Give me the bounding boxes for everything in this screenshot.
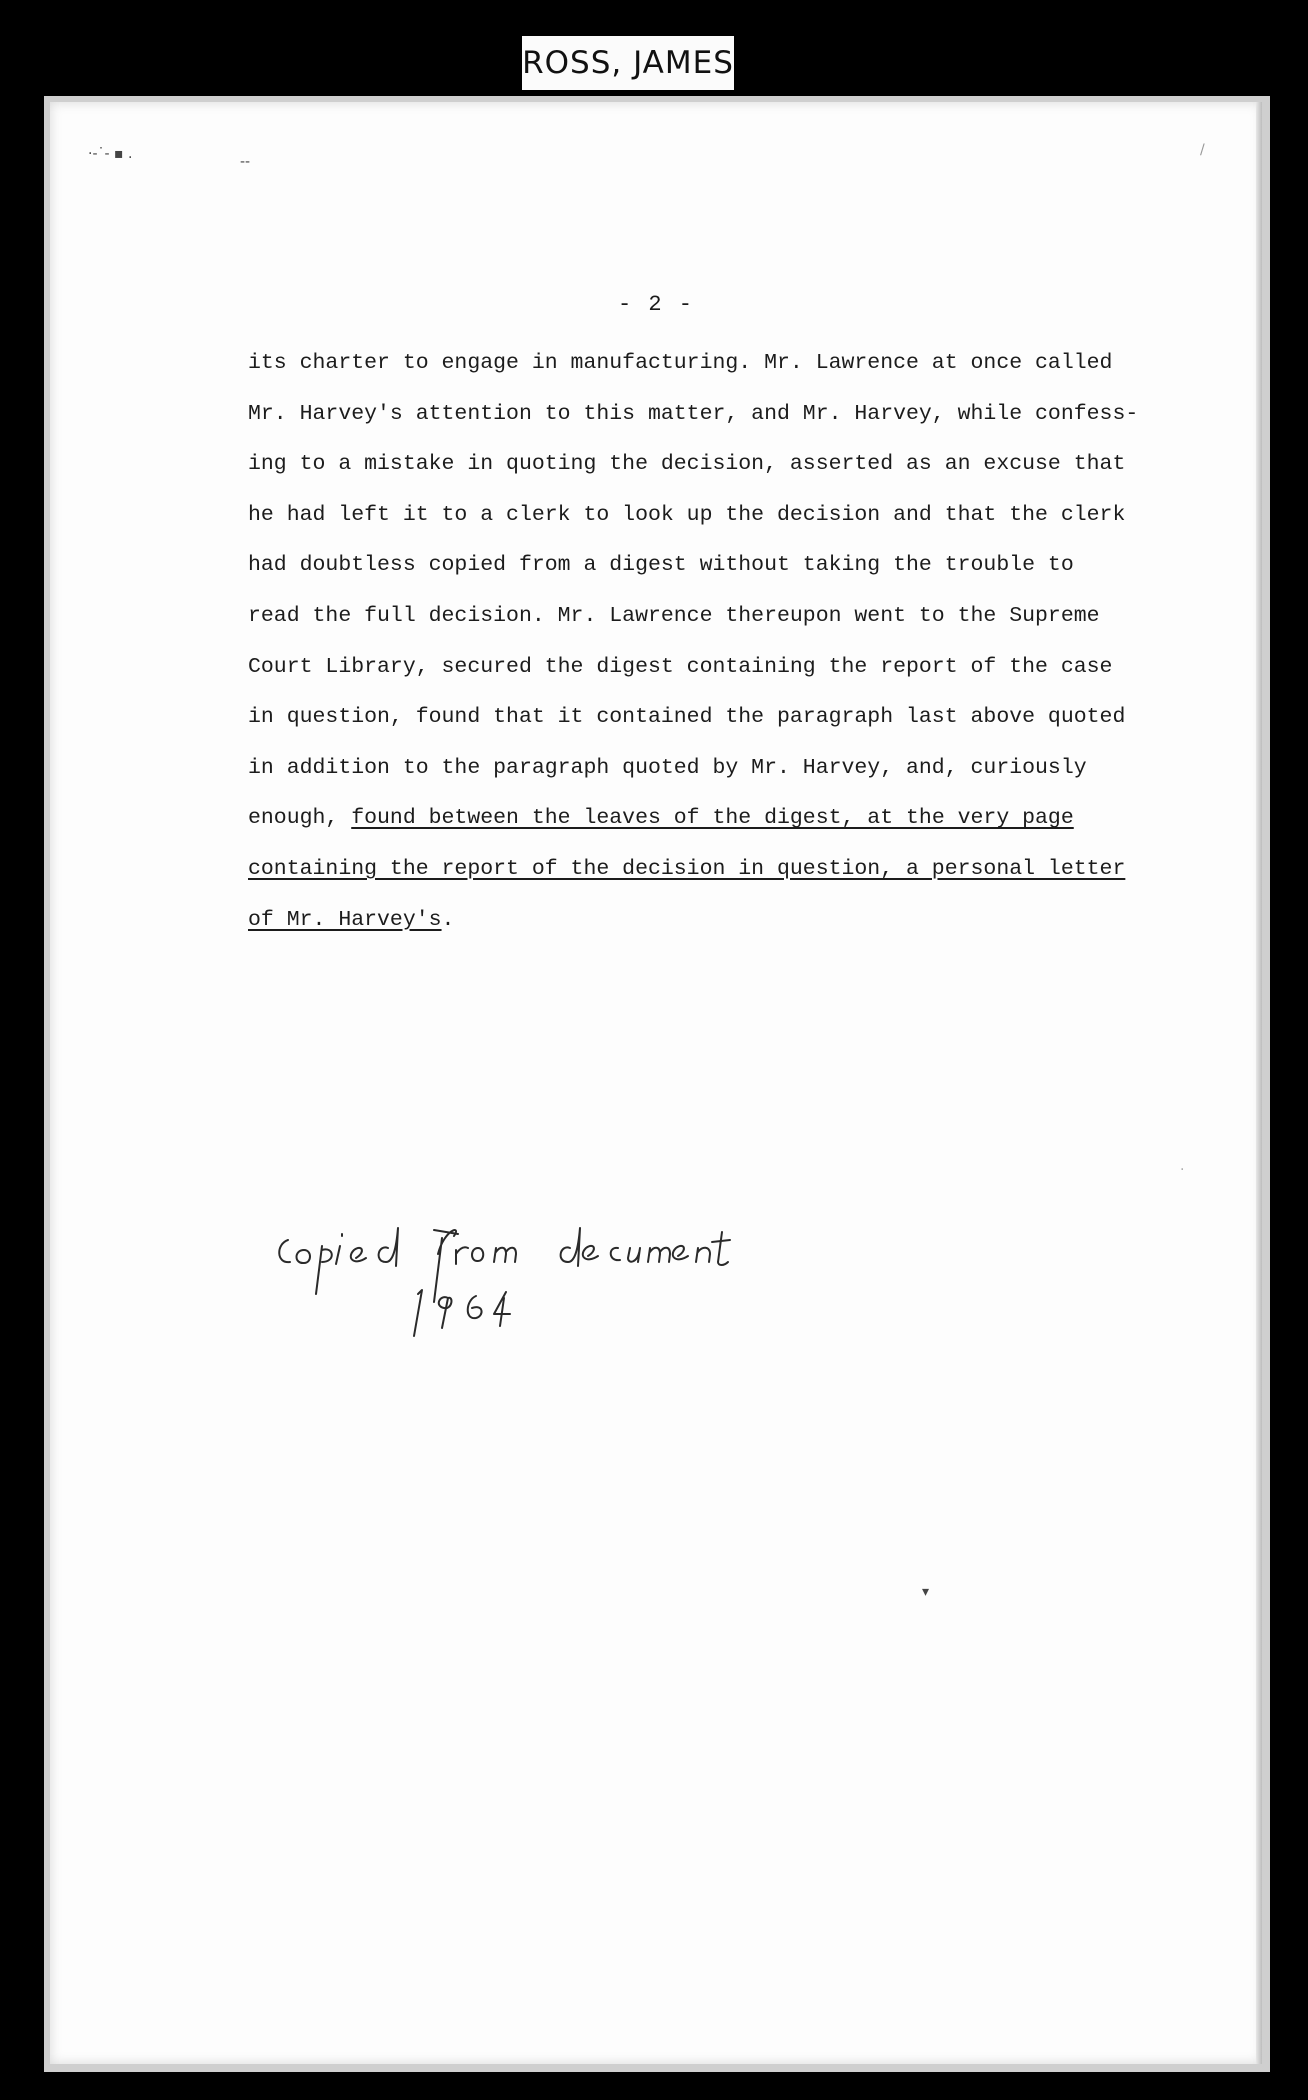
underlined-text: of Mr. Harvey's [248,907,442,932]
paragraph-line: in addition to the paragraph quoted by Mr. Harvey, and, curiously [248,755,1087,780]
scan-speck: ·-˙- ▪ . [88,146,133,162]
paragraph-line: read the full decision. Mr. Lawrence thereupon went to the Supreme [248,603,1100,628]
annotation-year: 1964 [270,1359,273,1360]
paragraph-line: had doubtless copied from a digest without taking the trouble to [248,553,1074,578]
underlined-text: found between the leaves of the digest, at the very page [351,806,1074,831]
scan-speck: -- [240,154,251,170]
handwritten-annotation [270,1210,770,1360]
paragraph-line: Court Library, secured the digest containing the report of the case [248,654,1113,679]
scan-speck: / [1200,142,1205,158]
paragraph-line: ing to a mistake in quoting the decision, asserted as an excuse that [248,452,1126,477]
paragraph-line: he had left it to a clerk to look up the decision and that the clerk [248,502,1126,527]
paragraph-line: Mr. Harvey's attention to this matter, and Mr. Harvey, while confess- [248,401,1139,426]
paragraph-line: in question, found that it contained the paragraph last above quoted [248,705,1126,730]
page-edge [1256,102,1262,2064]
scan-speck: · [1180,1162,1185,1178]
paragraph-line [248,793,1168,844]
underlined-text: containing the report of the decision in question, a personal letter [248,856,1126,881]
document-page [50,102,1262,2064]
document-paragraph [248,338,1168,945]
line-suffix: . [441,907,455,932]
page-number: - 2 - [617,292,694,317]
line-prefix: enough, [248,806,352,831]
paragraph-line: its charter to engage in manufacturing. Mr. Lawrence at once called [248,351,1113,375]
paragraph-line [248,844,1168,895]
annotation-text: Copied from document [270,1358,283,1359]
paragraph-line [248,895,1168,946]
scan-speck: ▾ [922,1584,930,1600]
folder-label: ROSS, JAMES [522,36,734,90]
